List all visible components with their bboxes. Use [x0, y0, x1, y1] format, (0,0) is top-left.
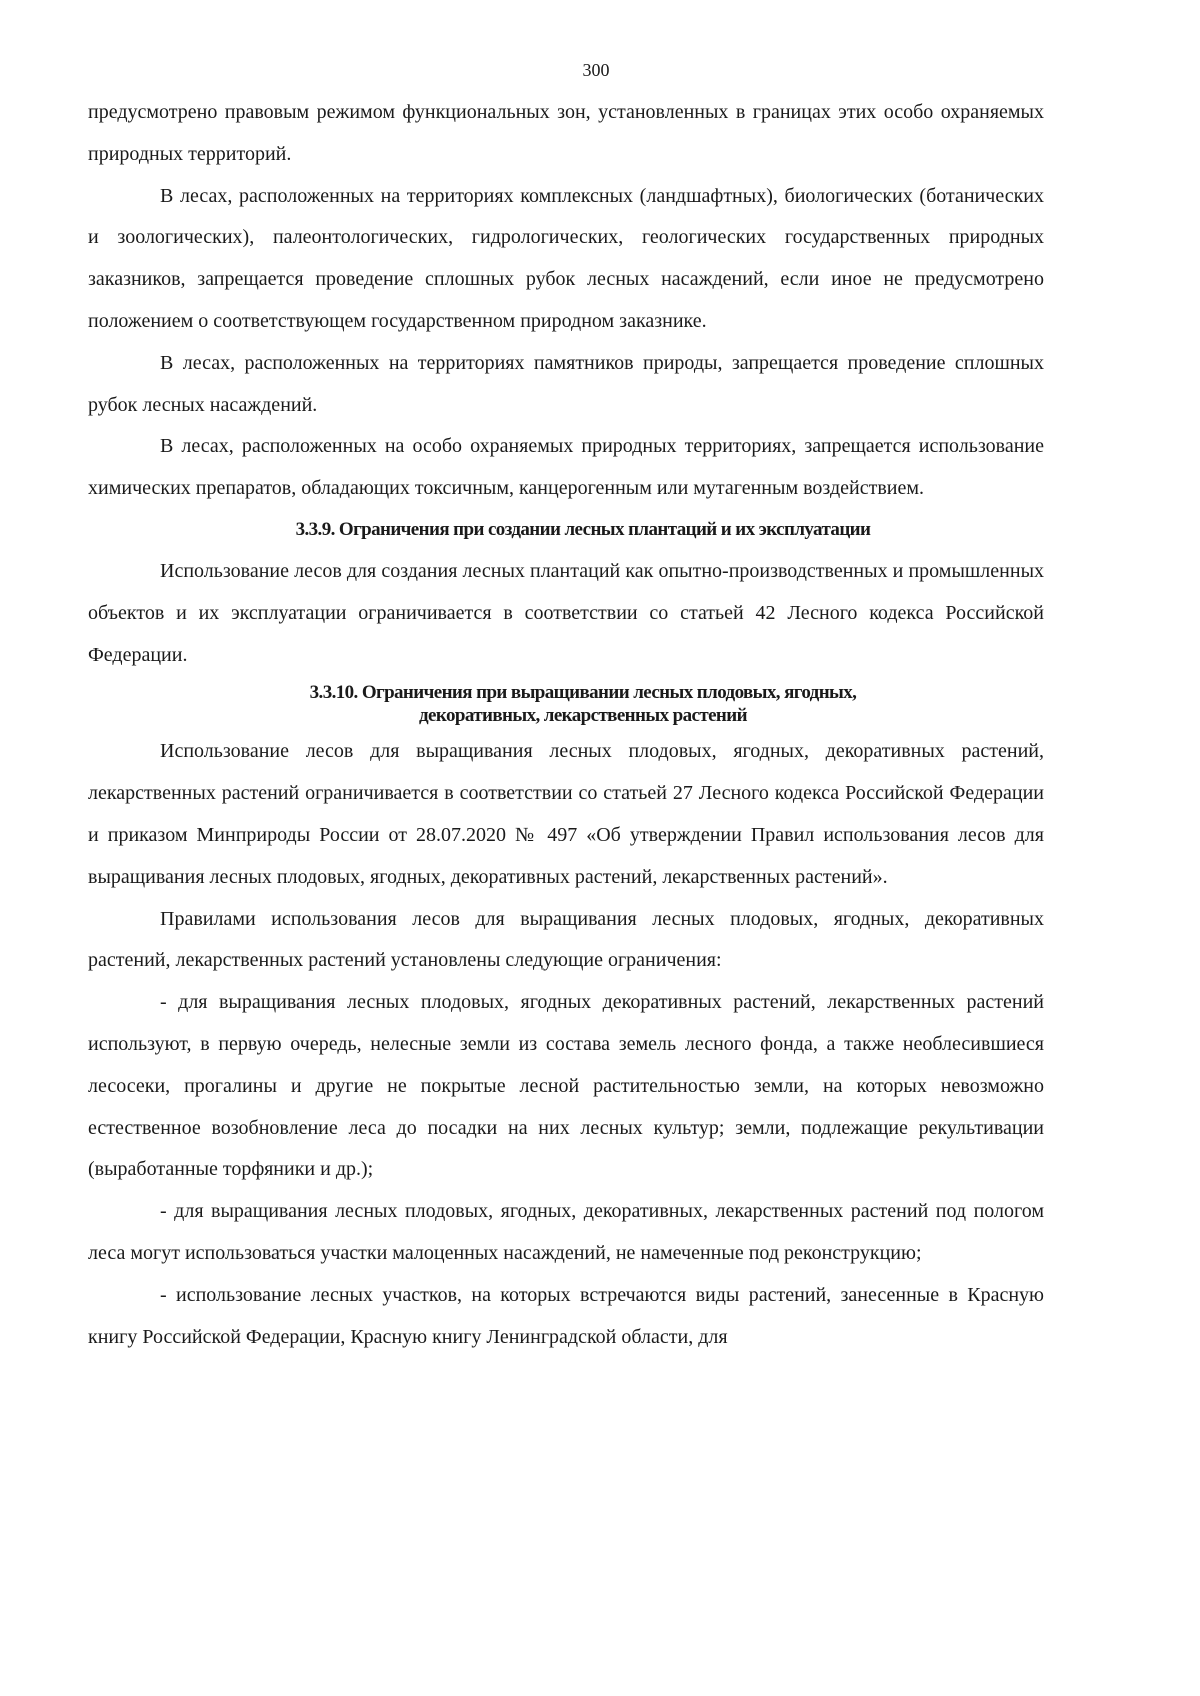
list-item-canopy-plots: - для выращивания лесных плодовых, ягодных, декоративных, лекарственных растений под пологом леса могут использоваться участки малоценных насаждений, не намеченные под реконструкцию; — [88, 1200, 1044, 1264]
section-heading-3-3-10 — [88, 681, 1044, 727]
paragraph-plantations: Использование лесов для создания лесных плантаций как опытно-производственных и промышленных объектов и их эксплуатации ограничивается в соответствии со статьей 42 Лесного кодекса Российской Федерации. — [88, 559, 1044, 666]
section-heading-line-1: 3.3.10. Ограничения при выращивании лесных плодовых, ягодных, — [309, 682, 857, 704]
page-number: 300 — [582, 60, 610, 80]
paragraph-rules-intro: Правилами использования лесов для выращивания лесных плодовых, ягодных, декоративных растений, лекарственных растений установлены следующие ограничения: — [88, 907, 1044, 972]
paragraph-chemicals: В лесах, расположенных на особо охраняемых природных территориях, запрещается использование химических препаратов, обладающих токсичным, канцерогенным или мутагенным воздействием. — [88, 435, 1044, 500]
list-item-red-book: - использование лесных участков, на которых встречаются виды растений, занесенные в Красную книгу Российской Федерации, Красную книгу Ленинградской области, для — [88, 1283, 1044, 1348]
paragraph-continuation: предусмотрено правовым режимом функциональных зон, установленных в границах этих особо охраняемых природных территорий. — [88, 101, 1044, 165]
paragraph-plant-growing: Использование лесов для выращивания лесных плодовых, ягодных, декоративных растений, лекарственных растений ограничивается в соответствии со статьей 27 Лесного кодекса Российской Федерации и приказом Минприроды России от 28.07.2020 № 497 «Об утверждении Правил использования лесов для выращивания лесных плодовых, ягодных, декоративных растений, лекарственных растений». — [88, 740, 1044, 888]
paragraph-reserves: В лесах, расположенных на территориях комплексных (ландшафтных), биологических (ботанических и зоологических), палеонтологических, гидрологических, геологических государственных природных заказников, запрещается проведение сплошных рубок лесных насаждений, если иное не предусмотрено положением о соответствующем государственном природном заказнике. — [88, 184, 1044, 332]
section-heading-3-3-9: 3.3.9. Ограничения при создании лесных плантаций и их эксплуатации — [295, 518, 871, 540]
paragraph-nature-monuments: В лесах, расположенных на территориях памятников природы, запрещается проведение сплошных рубок лесных насаждений. — [88, 351, 1044, 416]
list-item-nonforest-lands: - для выращивания лесных плодовых, ягодных декоративных растений, лекарственных растений используют, в первую очередь, нелесные земли из состава земель лесного фонда, а также необлесившиеся лесосеки, прогалины и другие не покрытые лесной растительностью земли, на которых невозможно естественное возобновление леса до посадки на них лесных культур; земли, подлежащие рекультивации (выработанные торфяники и др.); — [88, 991, 1044, 1181]
section-heading-line-2: декоративных, лекарственных растений — [419, 705, 747, 727]
